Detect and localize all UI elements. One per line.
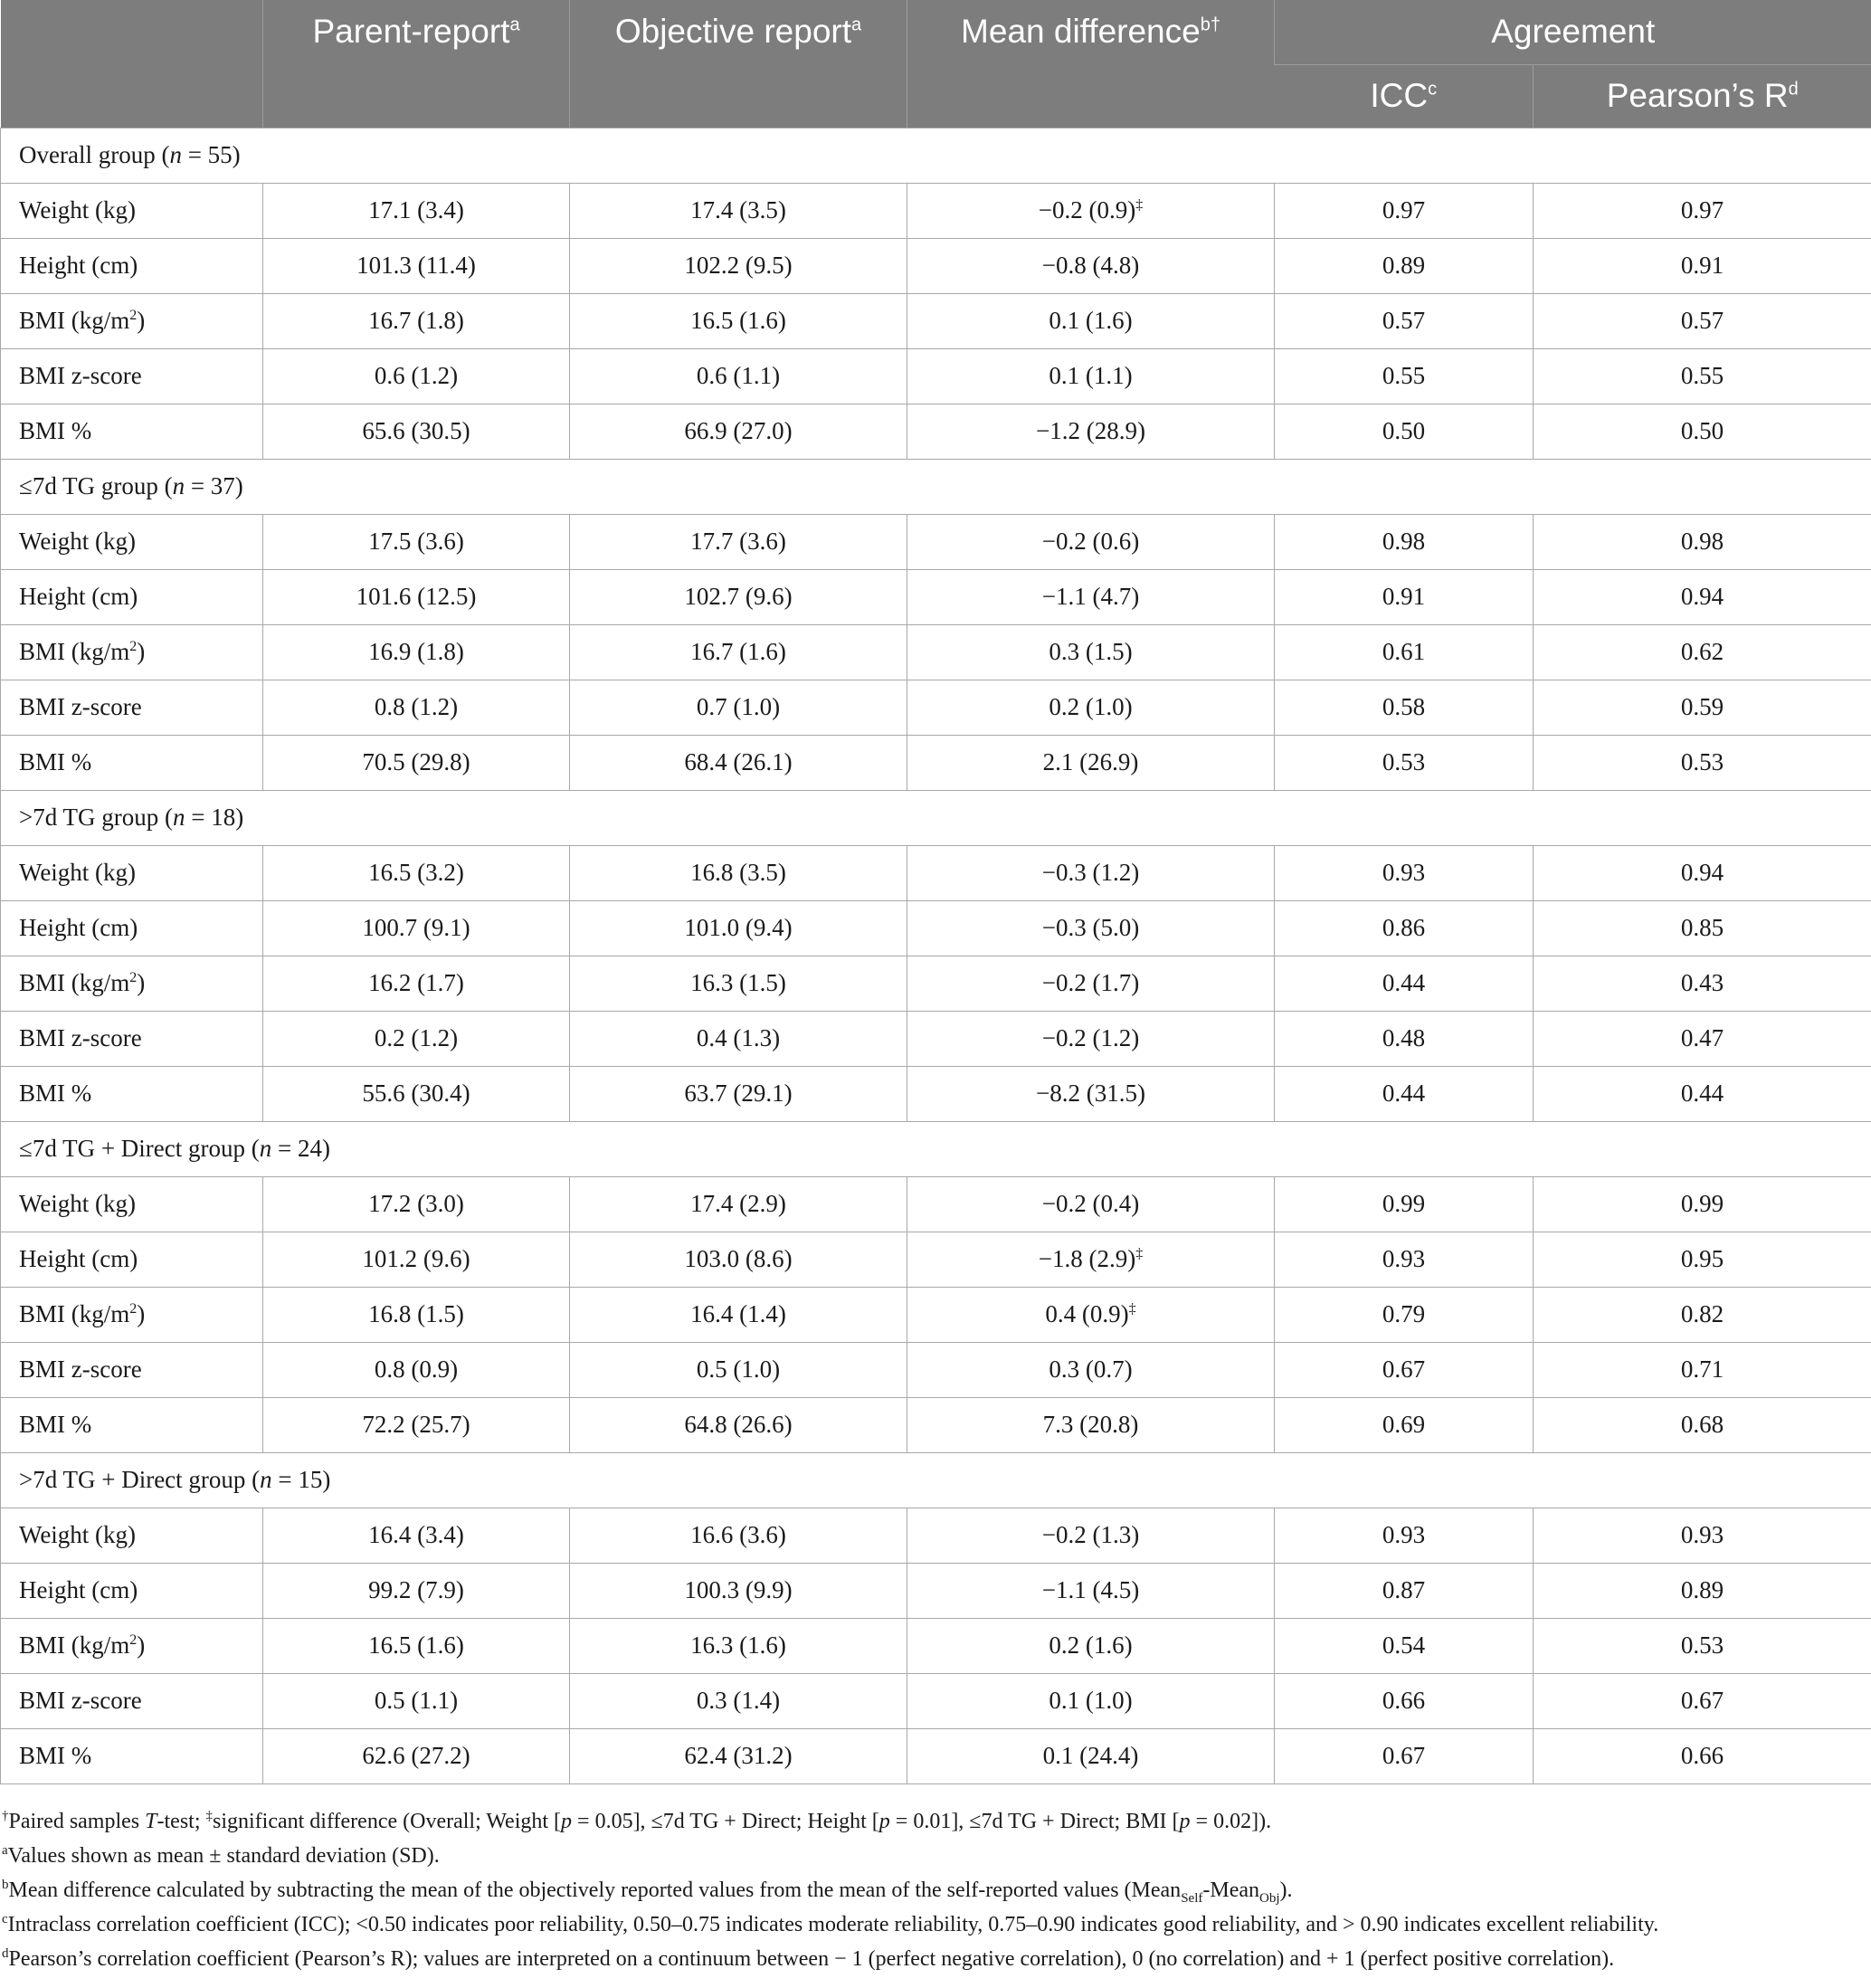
mean-difference-cell: 0.1 (1.1): [907, 348, 1275, 404]
table-row: [1, 1728, 1871, 1783]
icc-cell: 0.48: [1275, 1011, 1534, 1066]
objective-report-cell: 16.7 (1.6): [570, 624, 907, 680]
icc-cell: 0.89: [1275, 238, 1534, 293]
table-row: [1, 624, 1871, 680]
parent-report-cell: 0.8 (1.2): [263, 680, 570, 735]
mean-difference-cell: 0.2 (1.0): [907, 680, 1275, 735]
objective-report-cell: 17.7 (3.6): [570, 514, 907, 569]
measure-cell: BMI $(kg/m^2)$: [1, 624, 263, 680]
mean-difference-cell: −1.8 (2.9)‡: [907, 1232, 1275, 1287]
parent-report-cell: 70.5 (29.8): [263, 735, 570, 790]
objective-report-cell: 17.4 (2.9): [570, 1176, 907, 1232]
icc-cell: 0.54: [1275, 1618, 1534, 1673]
objective-report-cell: 16.6 (3.6): [570, 1508, 907, 1563]
measure-cell: Height (cm): [1, 238, 263, 293]
parent-report-cell: 17.5 (3.6): [263, 514, 570, 569]
measure-cell: BMI z-score: [1, 680, 263, 735]
parent-report-cell: 16.5 (1.6): [263, 1618, 570, 1673]
parent-report-cell: 101.3 (11.4): [263, 238, 570, 293]
pearson-r-cell: 0.43: [1534, 956, 1871, 1011]
parent-report-cell: 0.5 (1.1): [263, 1673, 570, 1728]
measure-cell: BMI $(kg/m^2)$: [1, 293, 263, 348]
measure-cell: BMI %: [1, 1066, 263, 1121]
group-label: >7d TG group (n = 18): [1, 790, 1871, 845]
mean-difference-cell: −1.2 (28.9): [907, 404, 1275, 459]
group-label: Overall group (n = 55): [1, 128, 1871, 183]
icc-cell: 0.55: [1275, 348, 1534, 404]
pearson-r-cell: 0.57: [1534, 293, 1871, 348]
mean-difference-cell: 0.3 (1.5): [907, 624, 1275, 680]
icc-cell: 0.99: [1275, 1176, 1534, 1232]
objective-report-cell: 103.0 (8.6): [570, 1232, 907, 1287]
pearson-r-cell: 0.97: [1534, 183, 1871, 238]
parent-report-cell: 55.6 (30.4): [263, 1066, 570, 1121]
table-row: [1, 1563, 1871, 1618]
measure-cell: BMI $(kg/m^2)$: [1, 956, 263, 1011]
measure-cell: Weight (kg): [1, 183, 263, 238]
objective-report-cell: 17.4 (3.5): [570, 183, 907, 238]
pearson-r-cell: 0.98: [1534, 514, 1871, 569]
header-mean-difference: Mean difference$^{b\dagger}$: [907, 0, 1275, 128]
mean-difference-cell: 0.1 (24.4): [907, 1728, 1275, 1783]
table-row: [1, 404, 1871, 459]
parent-report-cell: 101.6 (12.5): [263, 569, 570, 624]
mean-difference-cell: −0.2 (0.9)‡: [907, 183, 1275, 238]
table-row: [1, 1011, 1871, 1066]
table-row: [1, 1508, 1871, 1563]
group-label: ≤7d TG + Direct group (n = 24): [1, 1121, 1871, 1176]
icc-cell: 0.67: [1275, 1728, 1534, 1783]
pearson-r-cell: 0.55: [1534, 348, 1871, 404]
measure-cell: BMI z-score: [1, 348, 263, 404]
mean-difference-cell: 0.2 (1.6): [907, 1618, 1275, 1673]
mean-difference-cell: −0.2 (1.3): [907, 1508, 1275, 1563]
header-objective-report: Objective report$^a$: [570, 0, 907, 128]
group-header-row: [1, 1121, 1871, 1176]
footnote-dagger: †Paired samples T-test; ‡significant difference (Overall; Weight [p = 0.05], ≤7d TG + Direct; Height [p = 0.01], ≤7d TG + Direct; BMI [p = 0.02]).: [2, 1809, 1272, 1833]
parent-report-cell: 17.2 (3.0): [263, 1176, 570, 1232]
measure-cell: Weight (kg): [1, 514, 263, 569]
objective-report-cell: 0.7 (1.0): [570, 680, 907, 735]
mean-difference-cell: 0.3 (0.7): [907, 1342, 1275, 1397]
table-row: [1, 1673, 1871, 1728]
pearson-r-cell: 0.44: [1534, 1066, 1871, 1121]
pearson-r-cell: 0.91: [1534, 238, 1871, 293]
pearson-r-cell: 0.95: [1534, 1232, 1871, 1287]
icc-cell: 0.79: [1275, 1287, 1534, 1342]
measure-cell: Height (cm): [1, 569, 263, 624]
icc-cell: 0.69: [1275, 1397, 1534, 1452]
icc-cell: 0.66: [1275, 1673, 1534, 1728]
objective-report-cell: 16.5 (1.6): [570, 293, 907, 348]
table-row: [1, 569, 1871, 624]
footnote-a: $^a$Values shown as mean ± standard deviation (SD).: [2, 1843, 440, 1868]
pearson-r-cell: 0.67: [1534, 1673, 1871, 1728]
measure-cell: BMI %: [1, 735, 263, 790]
header-measure: [1, 0, 263, 128]
measure-cell: BMI $(kg/m^2)$: [1, 1618, 263, 1673]
table-header: [1, 0, 1871, 128]
table-row: [1, 1176, 1871, 1232]
icc-cell: 0.61: [1275, 624, 1534, 680]
objective-report-cell: 16.3 (1.5): [570, 956, 907, 1011]
parent-report-cell: 0.2 (1.2): [263, 1011, 570, 1066]
table-row: [1, 1397, 1871, 1452]
group-header-row: [1, 459, 1871, 514]
table-row: [1, 1287, 1871, 1342]
footnote-b: $^b$Mean difference calculated by subtracting the mean of the objectively reported values from the mean of the self-reported values (Mean$_{Self}$-Mean$_{Obj}$).: [2, 1878, 1293, 1906]
objective-report-cell: 100.3 (9.9): [570, 1563, 907, 1618]
objective-report-cell: 101.0 (9.4): [570, 900, 907, 956]
mean-difference-cell: −0.3 (5.0): [907, 900, 1275, 956]
table-row: [1, 900, 1871, 956]
table-row: [1, 293, 1871, 348]
icc-cell: 0.57: [1275, 293, 1534, 348]
pearson-r-cell: 0.59: [1534, 680, 1871, 735]
table-row: [1, 845, 1871, 900]
table-row: [1, 680, 1871, 735]
parent-report-cell: 0.6 (1.2): [263, 348, 570, 404]
table-row: [1, 238, 1871, 293]
parent-report-cell: 99.2 (7.9): [263, 1563, 570, 1618]
table-row: [1, 514, 1871, 569]
icc-cell: 0.44: [1275, 1066, 1534, 1121]
objective-report-cell: 102.2 (9.5): [570, 238, 907, 293]
parent-report-cell: 100.7 (9.1): [263, 900, 570, 956]
pearson-r-cell: 0.94: [1534, 569, 1871, 624]
footnote-d: $^d$Pearson’s correlation coefficient (Pearson’s R); values are interpreted on a continuum between − 1 (perfect negative correlation), 0 (no correlation) and + 1 (perfect positive correlation).: [2, 1946, 1615, 1971]
parent-report-cell: 17.1 (3.4): [263, 183, 570, 238]
parent-report-cell: 65.6 (30.5): [263, 404, 570, 459]
mean-difference-cell: −0.2 (0.6): [907, 514, 1275, 569]
measure-cell: Weight (kg): [1, 845, 263, 900]
measure-cell: BMI z-score: [1, 1673, 263, 1728]
mean-difference-cell: −0.2 (1.7): [907, 956, 1275, 1011]
parent-report-cell: 16.8 (1.5): [263, 1287, 570, 1342]
mean-difference-cell: 0.1 (1.6): [907, 293, 1275, 348]
measure-cell: BMI $(kg/m^2)$: [1, 1287, 263, 1342]
header-agreement: Agreement: [1275, 0, 1871, 64]
parent-report-cell: 0.8 (0.9): [263, 1342, 570, 1397]
group-header-row: [1, 128, 1871, 183]
objective-report-cell: 102.7 (9.6): [570, 569, 907, 624]
icc-cell: 0.86: [1275, 900, 1534, 956]
measure-cell: Height (cm): [1, 1563, 263, 1618]
mean-difference-cell: −0.8 (4.8): [907, 238, 1275, 293]
parent-report-cell: 16.4 (3.4): [263, 1508, 570, 1563]
objective-report-cell: 16.8 (3.5): [570, 845, 907, 900]
parent-report-cell: 62.6 (27.2): [263, 1728, 570, 1783]
mean-difference-cell: 2.1 (26.9): [907, 735, 1275, 790]
pearson-r-cell: 0.93: [1534, 1508, 1871, 1563]
measure-cell: BMI z-score: [1, 1011, 263, 1066]
mean-difference-cell: −0.2 (1.2): [907, 1011, 1275, 1066]
measure-cell: BMI %: [1, 1397, 263, 1452]
parent-report-cell: 16.2 (1.7): [263, 956, 570, 1011]
group-label: ≤7d TG group (n = 37): [1, 459, 1871, 514]
objective-report-cell: 16.4 (1.4): [570, 1287, 907, 1342]
table-body: [1, 128, 1871, 1783]
icc-cell: 0.44: [1275, 956, 1534, 1011]
icc-cell: 0.98: [1275, 514, 1534, 569]
measure-cell: BMI z-score: [1, 1342, 263, 1397]
footnote-c: $^c$Intraclass correlation coefficient (ICC); <0.50 indicates poor reliability, 0.50–0.75 indicates moderate reliability, 0.75–0.90 indicates good reliability, and > 0.90 indicates excellent reliability.: [2, 1912, 1659, 1936]
pearson-r-cell: 0.85: [1534, 900, 1871, 956]
icc-cell: 0.91: [1275, 569, 1534, 624]
table-row: [1, 348, 1871, 404]
mean-difference-cell: 7.3 (20.8): [907, 1397, 1275, 1452]
mean-difference-cell: −1.1 (4.7): [907, 569, 1275, 624]
table-footnotes: [0, 1804, 1871, 1976]
pearson-r-cell: 0.82: [1534, 1287, 1871, 1342]
objective-report-cell: 66.9 (27.0): [570, 404, 907, 459]
icc-cell: 0.53: [1275, 735, 1534, 790]
pearson-r-cell: 0.68: [1534, 1397, 1871, 1452]
icc-cell: 0.67: [1275, 1342, 1534, 1397]
parent-report-cell: 16.9 (1.8): [263, 624, 570, 680]
mean-difference-cell: −0.3 (1.2): [907, 845, 1275, 900]
pearson-r-cell: 0.62: [1534, 624, 1871, 680]
measure-cell: Height (cm): [1, 900, 263, 956]
group-header-row: [1, 790, 1871, 845]
header-pearson: Pearson’s $R^d$: [1534, 64, 1871, 128]
parent-report-cell: 16.7 (1.8): [263, 293, 570, 348]
mean-difference-cell: 0.1 (1.0): [907, 1673, 1275, 1728]
mean-difference-cell: −1.1 (4.5): [907, 1563, 1275, 1618]
pearson-r-cell: 0.66: [1534, 1728, 1871, 1783]
objective-report-cell: 0.5 (1.0): [570, 1342, 907, 1397]
table-row: [1, 183, 1871, 238]
objective-report-cell: 64.8 (26.6): [570, 1397, 907, 1452]
icc-cell: 0.97: [1275, 183, 1534, 238]
parent-report-cell: 72.2 (25.7): [263, 1397, 570, 1452]
objective-report-cell: 68.4 (26.1): [570, 735, 907, 790]
pearson-r-cell: 0.89: [1534, 1563, 1871, 1618]
header-parent-report: Parent-report$^a$: [263, 0, 570, 128]
icc-cell: 0.50: [1275, 404, 1534, 459]
pearson-r-cell: 0.99: [1534, 1176, 1871, 1232]
mean-difference-cell: −8.2 (31.5): [907, 1066, 1275, 1121]
objective-report-cell: 0.4 (1.3): [570, 1011, 907, 1066]
icc-cell: 0.58: [1275, 680, 1534, 735]
icc-cell: 0.93: [1275, 845, 1534, 900]
table-row: [1, 1066, 1871, 1121]
parent-report-cell: 101.2 (9.6): [263, 1232, 570, 1287]
mean-difference-cell: −0.2 (0.4): [907, 1176, 1275, 1232]
pearson-r-cell: 0.94: [1534, 845, 1871, 900]
objective-report-cell: 0.6 (1.1): [570, 348, 907, 404]
objective-report-cell: 62.4 (31.2): [570, 1728, 907, 1783]
measure-cell: Height (cm): [1, 1232, 263, 1287]
pearson-r-cell: 0.53: [1534, 1618, 1871, 1673]
group-label: >7d TG + Direct group (n = 15): [1, 1452, 1871, 1508]
measure-cell: BMI %: [1, 1728, 263, 1783]
icc-cell: 0.93: [1275, 1508, 1534, 1563]
table-row: [1, 956, 1871, 1011]
parent-report-cell: 16.5 (3.2): [263, 845, 570, 900]
header-icc: ICC$^c$: [1275, 64, 1534, 128]
table-row: [1, 1618, 1871, 1673]
objective-report-cell: 63.7 (29.1): [570, 1066, 907, 1121]
measure-cell: Weight (kg): [1, 1176, 263, 1232]
icc-cell: 0.93: [1275, 1232, 1534, 1287]
icc-cell: 0.87: [1275, 1563, 1534, 1618]
mean-difference-cell: 0.4 (0.9)‡: [907, 1287, 1275, 1342]
objective-report-cell: 0.3 (1.4): [570, 1673, 907, 1728]
group-header-row: [1, 1452, 1871, 1508]
pearson-r-cell: 0.53: [1534, 735, 1871, 790]
measure-cell: BMI %: [1, 404, 263, 459]
pearson-r-cell: 0.47: [1534, 1011, 1871, 1066]
pearson-r-cell: 0.71: [1534, 1342, 1871, 1397]
table-row: [1, 1342, 1871, 1397]
table-row: [1, 1232, 1871, 1287]
table-row: [1, 735, 1871, 790]
objective-report-cell: 16.3 (1.6): [570, 1618, 907, 1673]
measure-cell: Weight (kg): [1, 1508, 263, 1563]
pearson-r-cell: 0.50: [1534, 404, 1871, 459]
